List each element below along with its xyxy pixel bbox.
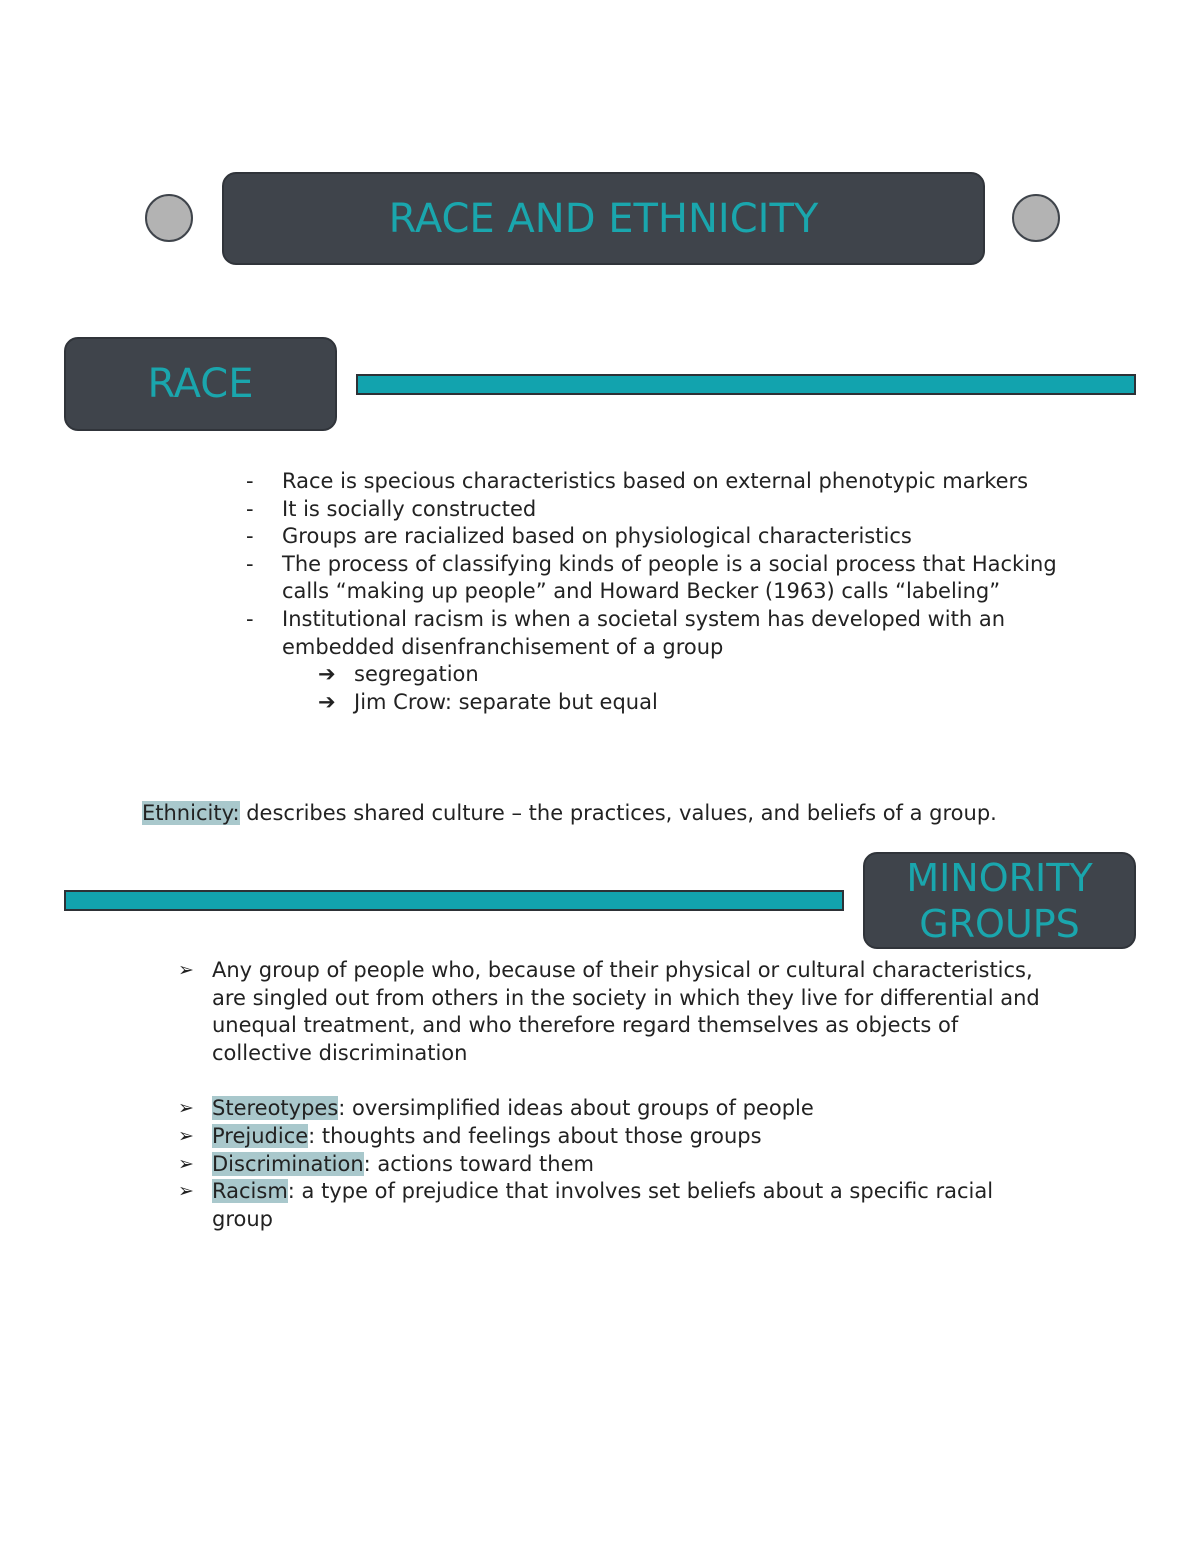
list-item: ➢ Prejudice: thoughts and feelings about those groups <box>178 1123 1058 1151</box>
minority-divider-bar <box>64 890 844 911</box>
list-item: ➢ Any group of people who, because of their physical or cultural characteristics, are singled out from others in the society in which they live for differential and unequal treatment, and who therefore regard themselves as objects of collective discrimination <box>178 958 1040 1065</box>
arrowhead-icon: ➢ <box>178 959 194 981</box>
race-heading: RACE <box>64 337 337 431</box>
list-item: - Institutional racism is when a societal system has developed with an embedded disenfranchisement of a group <box>246 606 1006 659</box>
arrow-icon: ➔ <box>318 689 336 714</box>
list-item: - The process of classifying kinds of people is a social process that Hacking calls “making up people” and Howard Becker (1963) calls “labeling” <box>246 551 1057 604</box>
list-item: - Groups are racialized based on physiological characteristics <box>246 524 912 549</box>
ethnicity-definition: Ethnicity: describes shared culture – the practices, values, and beliefs of a group. <box>142 801 997 825</box>
arrowhead-icon: ➢ <box>178 1097 194 1120</box>
sub-list-item: ➔ segregation <box>318 661 1066 689</box>
arrowhead-icon: ➢ <box>178 1124 194 1147</box>
minority-bullets <box>178 957 1058 1233</box>
left-circle-decoration <box>145 194 193 242</box>
arrowhead-icon: ➢ <box>178 1180 194 1203</box>
list-item: - Race is specious characteristics based on external phenotypic markers <box>246 469 1029 493</box>
list-item: - It is socially constructed <box>246 496 537 521</box>
ethnicity-term: Ethnicity: <box>142 801 240 825</box>
page-title: RACE AND ETHNICITY <box>222 172 985 265</box>
arrow-icon: ➔ <box>318 662 336 687</box>
minority-heading: MINORITY GROUPS <box>863 852 1136 949</box>
list-item: ➢ Racism: a type of prejudice that involves set beliefs about a specific racial group <box>178 1179 994 1231</box>
race-divider-bar <box>356 374 1136 395</box>
list-item: ➢ Discrimination: actions toward them <box>178 1151 1058 1179</box>
sub-list-item: ➔ Jim Crow: separate but equal <box>318 689 1066 717</box>
right-circle-decoration <box>1012 194 1060 242</box>
arrowhead-icon: ➢ <box>178 1152 194 1175</box>
list-item: ➢ Stereotypes: oversimplified ideas about groups of people <box>178 1095 1058 1123</box>
race-bullets <box>246 468 1066 716</box>
